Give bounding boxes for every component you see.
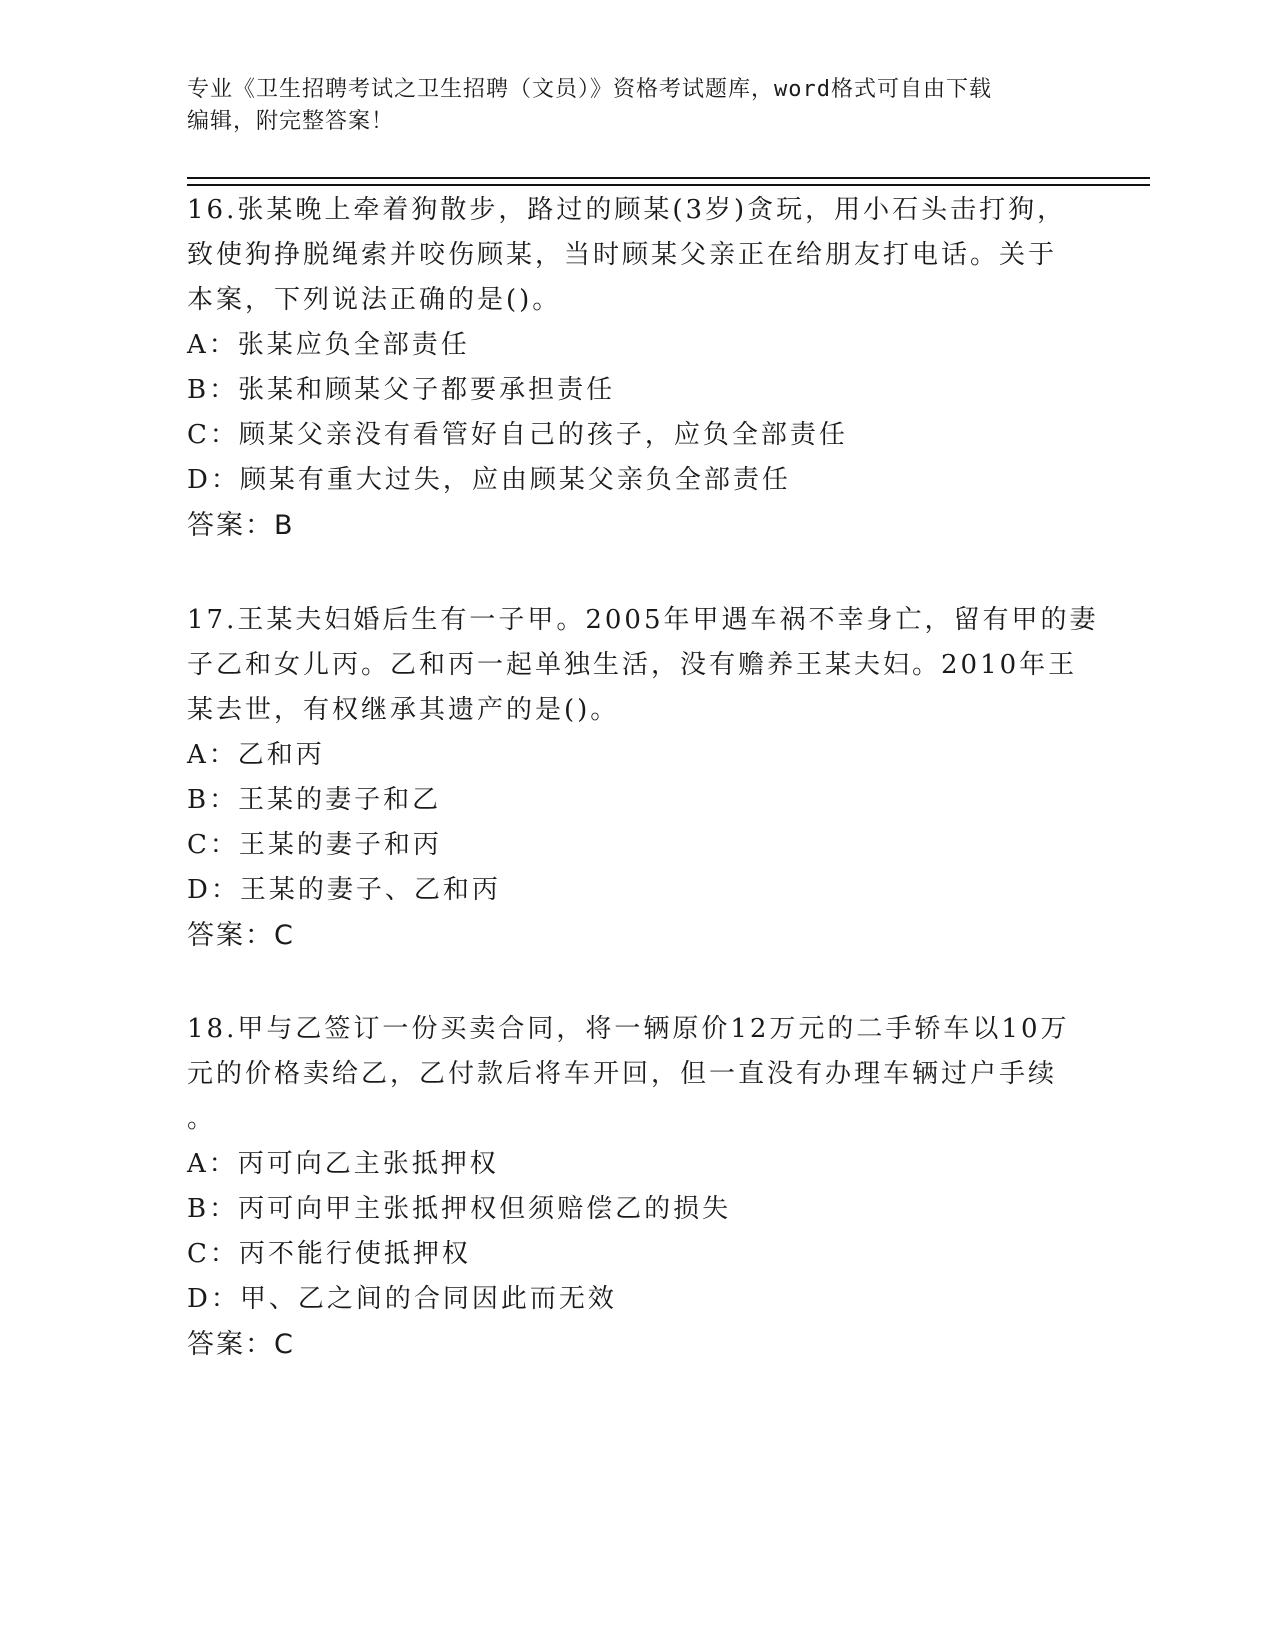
stem-line: 致使狗挣脱绳索并咬伤顾某，当时顾某父亲正在给朋友打电话。关于 <box>187 240 1058 270</box>
option-b: B：王某的妻子和乙 <box>187 785 442 815</box>
stem-line: 。 <box>187 1104 217 1134</box>
stem-line: 元的价格卖给乙，乙付款后将车开回，但一直没有办理车辆过户手续 <box>187 1059 1058 1089</box>
answer: 答案：B <box>187 510 295 541</box>
question-stem <box>187 598 1099 733</box>
question-18 <box>187 1007 1087 1367</box>
document-header <box>187 74 1087 138</box>
option-c: C：丙不能行使抵押权 <box>187 1239 471 1269</box>
stem-line: 18.甲与乙签订一份买卖合同，将一辆原价12万元的二手轿车以10万 <box>187 1014 1070 1044</box>
question-16 <box>187 188 1087 548</box>
question-17 <box>187 598 1099 958</box>
option-a: A：丙可向乙主张抵押权 <box>187 1149 499 1179</box>
option-b: B：丙可向甲主张抵押权但须赔偿乙的损失 <box>187 1194 732 1224</box>
stem-line: 本案，下列说法正确的是()。 <box>187 285 562 315</box>
option-c: C：顾某父亲没有看管好自己的孩子，应负全部责任 <box>187 420 848 450</box>
option-d: D：甲、乙之间的合同因此而无效 <box>187 1284 617 1314</box>
option-a: A：乙和丙 <box>187 740 325 770</box>
answer: 答案：C <box>187 920 295 951</box>
answer: 答案：C <box>187 1329 295 1360</box>
option-d: D：顾某有重大过失，应由顾某父亲负全部责任 <box>187 465 791 495</box>
header-line-2: 编辑，附完整答案！ <box>187 109 395 134</box>
option-d: D：王某的妻子、乙和丙 <box>187 875 501 905</box>
header-rule-bottom <box>187 184 1150 186</box>
stem-line: 16.张某晚上牵着狗散步，路过的顾某(3岁)贪玩，用小石头击打狗， <box>187 195 1067 225</box>
stem-line: 17.王某夫妇婚后生有一子甲。2005年甲遇车祸不幸身亡，留有甲的妻 <box>187 605 1099 635</box>
option-a: A：张某应负全部责任 <box>187 330 470 360</box>
question-stem <box>187 1007 1087 1142</box>
question-stem <box>187 188 1087 323</box>
header-line-1: 专业《卫生招聘考试之卫生招聘（文员）》资格考试题库，word格式可自由下载 <box>187 77 992 102</box>
option-b: B：张某和顾某父子都要承担责任 <box>187 375 616 405</box>
stem-line: 子乙和女儿丙。乙和丙一起单独生活，没有赡养王某夫妇。2010年王 <box>187 650 1078 680</box>
stem-line: 某去世，有权继承其遗产的是()。 <box>187 695 620 725</box>
header-rule-top <box>187 177 1150 179</box>
option-c: C：王某的妻子和丙 <box>187 830 442 860</box>
